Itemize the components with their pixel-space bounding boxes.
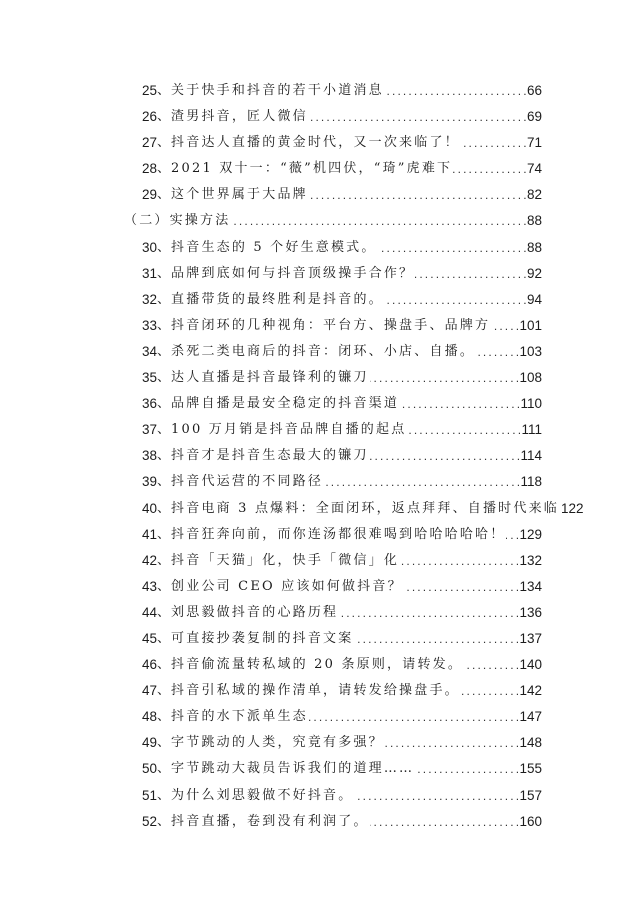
toc-entry-page: 71	[526, 135, 542, 151]
toc-entry-number: 51	[142, 787, 158, 803]
toc-entry-48[interactable]	[0, 704, 542, 730]
toc-entry-title: 2021 双十一：“薇”机四伏，“琦”虎难下	[171, 161, 453, 177]
dot-leader	[370, 443, 520, 469]
dot-leader	[400, 391, 519, 417]
dot-leader	[378, 235, 526, 261]
toc-entry-number: 45	[142, 630, 158, 646]
toc-entry-separator: 、	[157, 317, 171, 333]
toc-entry-number: 29	[142, 187, 158, 203]
toc-entry-title: 抖音「天猫」化，快手「微信」化	[171, 552, 400, 568]
toc-entry-page: 134	[519, 578, 542, 594]
toc-entry-33[interactable]	[0, 313, 542, 339]
toc-entry-title: 抖音代运营的不同路径	[171, 474, 324, 490]
toc-entry-separator: 、	[157, 474, 171, 490]
dot-leader	[491, 313, 518, 339]
toc-entry-52[interactable]	[0, 809, 542, 835]
toc-entry-separator: 、	[157, 683, 171, 699]
toc-entry-page: 82	[526, 187, 542, 203]
dot-leader	[309, 104, 526, 130]
toc-entry-32[interactable]	[0, 287, 542, 313]
toc-entry-title: 抖音的水下派单生态	[171, 709, 308, 725]
toc-entry-separator: 、	[157, 135, 171, 151]
toc-entry-39[interactable]	[0, 469, 542, 495]
toc-entry-44[interactable]	[0, 600, 542, 626]
toc-entry-50[interactable]	[0, 756, 542, 782]
dot-leader	[453, 156, 526, 182]
toc-entry-title: 100 万月销是抖音品牌自播的起点	[171, 422, 407, 438]
toc-entry-separator: 、	[157, 83, 171, 98]
toc-entry-page: 132	[519, 552, 542, 568]
toc-entry-number: 47	[142, 683, 158, 699]
toc-entry-title: 抖音偷流量转私域的 20 条原则，请转发。	[171, 657, 464, 673]
toc-entry-title: 抖音直播，卷到没有利润了。	[171, 813, 369, 829]
toc-entry-42[interactable]	[0, 548, 542, 574]
toc-entry-number: 32	[142, 291, 158, 307]
toc-entry-separator: 、	[157, 343, 171, 359]
toc-entry-title: 抖音生态的 5 个好生意模式。	[171, 239, 377, 255]
toc-entry-separator: 、	[157, 709, 171, 725]
toc-entry-separator: 、	[157, 239, 171, 255]
toc-entry-page: 66	[526, 83, 542, 98]
toc-entry-31[interactable]	[0, 261, 542, 287]
dot-leader	[370, 809, 519, 835]
dot-leader	[400, 548, 518, 574]
dot-leader	[464, 652, 518, 678]
toc-entry-number: 35	[142, 370, 158, 386]
dot-leader	[354, 783, 518, 809]
toc-entry-number: 52	[142, 813, 158, 829]
dot-leader	[506, 522, 518, 548]
toc-entry-title: 抖音狂奔向前，而你连汤都很难喝到哈哈哈哈哈！	[171, 526, 506, 542]
table-of-contents	[0, 78, 640, 835]
dot-leader	[415, 756, 518, 782]
toc-entry-title: 渣男抖音，匠人微信	[171, 109, 308, 125]
toc-entry-page: 157	[519, 787, 542, 803]
toc-entry-36[interactable]	[0, 391, 542, 417]
toc-entry-number: 48	[142, 709, 158, 725]
toc-entry-title: 可直接抄袭复制的抖音文案	[171, 630, 354, 646]
toc-entry-title: 字节跳动大裁员告诉我们的道理……	[171, 761, 415, 777]
toc-entry-40[interactable]	[0, 496, 584, 522]
toc-entry-30[interactable]	[0, 235, 542, 261]
toc-entry-separator: 、	[157, 265, 171, 281]
toc-entry-separator: 、	[157, 552, 171, 568]
toc-entry-page: 147	[519, 709, 542, 725]
toc-entry-page: 148	[519, 735, 542, 751]
toc-entry-page: 114	[520, 448, 542, 464]
toc-entry-47[interactable]	[0, 678, 542, 704]
toc-entry-number: 46	[142, 657, 158, 673]
toc-entry-page: 69	[526, 109, 542, 125]
toc-entry-number: 50	[142, 761, 158, 777]
toc-entry-38[interactable]	[0, 443, 542, 469]
dot-leader	[354, 626, 518, 652]
toc-entry-title: 直播带货的最终胜利是抖音的。	[171, 291, 384, 307]
dot-leader	[407, 417, 520, 443]
toc-entry-49[interactable]	[0, 730, 542, 756]
toc-entry-title: 为什么刘思毅做不好抖音。	[171, 787, 354, 803]
toc-entry-page: 108	[519, 370, 542, 386]
toc-entry-27[interactable]	[0, 130, 542, 156]
toc-entry-number: 42	[142, 552, 158, 568]
toc-entry-title: 达人直播是抖音最锋利的镰刀	[171, 370, 369, 386]
toc-entry-page: 101	[519, 317, 542, 333]
toc-entry-separator: 、	[157, 578, 171, 594]
toc-entry-separator: 、	[157, 526, 171, 542]
toc-entry-35[interactable]	[0, 365, 542, 391]
toc-entry-title: 抖音电商 3 点爆料：全面闭环，返点拜拜、自播时代来临	[171, 500, 559, 516]
toc-entry-number: 49	[142, 735, 158, 751]
toc-entry-page: 94	[526, 291, 542, 307]
toc-entry-28[interactable]	[0, 156, 542, 182]
toc-entry-26[interactable]	[0, 104, 542, 130]
toc-entry-number: 36	[142, 396, 158, 412]
toc-entry-title: 抖音才是抖音生态最大的镰刀	[171, 448, 369, 464]
toc-entry-title: 杀死二类电商后的抖音：闭环、小店、自播。	[171, 343, 476, 359]
toc-entry-page: 74	[526, 161, 542, 177]
toc-entry-number: 27	[142, 135, 158, 151]
toc-entry-title: 品牌到底如何与抖音顶级操手合作？	[171, 265, 415, 281]
toc-entry-number: 34	[142, 343, 158, 359]
toc-entry-separator: 、	[157, 735, 171, 751]
toc-entry-title: 创业公司 CEO 应该如何做抖音？	[171, 578, 403, 594]
toc-entry-separator: 、	[157, 109, 171, 125]
toc-entry-title: 品牌自播是最安全稳定的抖音渠道	[171, 396, 400, 412]
toc-entry-number: 33	[142, 317, 158, 333]
toc-entry-title: 刘思毅做抖音的心路历程	[171, 604, 339, 620]
toc-entry-number: 28	[142, 161, 158, 177]
toc-entry-number: 41	[142, 526, 158, 542]
toc-entry-number: 43	[142, 578, 158, 594]
toc-entry-separator: 、	[157, 396, 171, 412]
toc-entry-separator: 、	[157, 787, 171, 803]
toc-entry-page: 88	[526, 239, 542, 255]
dot-leader	[404, 574, 519, 600]
toc-entry-number: 30	[142, 239, 158, 255]
toc-entry-page: 160	[519, 813, 542, 829]
toc-entry-page: 137	[519, 630, 542, 646]
toc-entry-page: 129	[519, 526, 542, 542]
dot-leader	[385, 78, 526, 104]
toc-entry-separator: 、	[157, 161, 171, 177]
dot-leader	[324, 469, 519, 495]
toc-entry-separator: 、	[157, 761, 171, 777]
toc-entry-page: 118	[520, 474, 542, 490]
toc-entry-41[interactable]	[0, 522, 542, 548]
dot-leader	[415, 261, 526, 287]
toc-entry-page: 155	[519, 761, 542, 777]
dot-leader	[461, 130, 526, 156]
toc-entry-page: 140	[519, 657, 542, 673]
toc-entry-number: 25	[142, 83, 158, 98]
dot-leader	[231, 208, 526, 234]
toc-entry-page: 103	[519, 343, 542, 359]
toc-entry-separator: 、	[157, 448, 171, 464]
toc-section-practical-methods[interactable]	[0, 208, 542, 234]
toc-entry-title: 抖音闭环的几种视角：平台方、操盘手、品牌方	[171, 317, 491, 333]
toc-entry-29[interactable]	[0, 182, 542, 208]
toc-entry-title: 抖音达人直播的黄金时代，又一次来临了！	[171, 135, 460, 151]
toc-entry-page: 142	[519, 683, 542, 699]
dot-leader	[385, 730, 519, 756]
toc-entry-number: 31	[142, 265, 158, 281]
toc-entry-page: 110	[520, 396, 542, 412]
dot-leader	[385, 287, 526, 313]
toc-section-title: （二）实操方法	[124, 213, 231, 229]
toc-entry-45[interactable]	[0, 626, 542, 652]
dot-leader	[476, 339, 518, 365]
toc-entry-title: 这个世界属于大品牌	[171, 187, 308, 203]
toc-entry-number: 40	[142, 500, 158, 516]
toc-entry-separator: 、	[157, 291, 171, 307]
toc-entry-page: 88	[526, 213, 542, 229]
toc-entry-number: 44	[142, 604, 158, 620]
dot-leader	[461, 678, 519, 704]
dot-leader	[370, 365, 519, 391]
toc-entry-title: 抖音引私域的操作清单，请转发给操盘手。	[171, 683, 460, 699]
toc-entry-separator: 、	[157, 370, 171, 386]
toc-entry-separator: 、	[157, 657, 171, 673]
toc-entry-number: 38	[142, 448, 158, 464]
toc-entry-title: 字节跳动的人类，究竟有多强？	[171, 735, 384, 751]
toc-entry-number: 39	[142, 474, 158, 490]
toc-entry-separator: 、	[157, 813, 171, 829]
toc-entry-37[interactable]	[0, 417, 542, 443]
toc-entry-page: 136	[519, 604, 542, 620]
toc-entry-25[interactable]	[0, 78, 542, 104]
toc-entry-separator: 、	[157, 187, 171, 203]
toc-entry-separator: 、	[157, 630, 171, 646]
toc-entry-51[interactable]	[0, 783, 542, 809]
toc-entry-separator: 、	[157, 422, 171, 438]
toc-entry-number: 37	[142, 422, 158, 438]
toc-entry-46[interactable]	[0, 652, 542, 678]
toc-entry-separator: 、	[157, 604, 171, 620]
toc-entry-title: 关于快手和抖音的若干小道消息	[171, 83, 384, 98]
dot-leader	[309, 182, 526, 208]
toc-entry-34[interactable]	[0, 339, 542, 365]
dot-leader	[339, 600, 518, 626]
toc-entry-page: 92	[526, 265, 542, 281]
toc-entry-separator: 、	[157, 500, 171, 516]
toc-entry-43[interactable]	[0, 574, 542, 600]
toc-entry-page: 111	[521, 422, 542, 438]
toc-entry-page: 122	[560, 500, 584, 516]
toc-entry-number: 26	[142, 109, 158, 125]
dot-leader	[309, 704, 519, 730]
